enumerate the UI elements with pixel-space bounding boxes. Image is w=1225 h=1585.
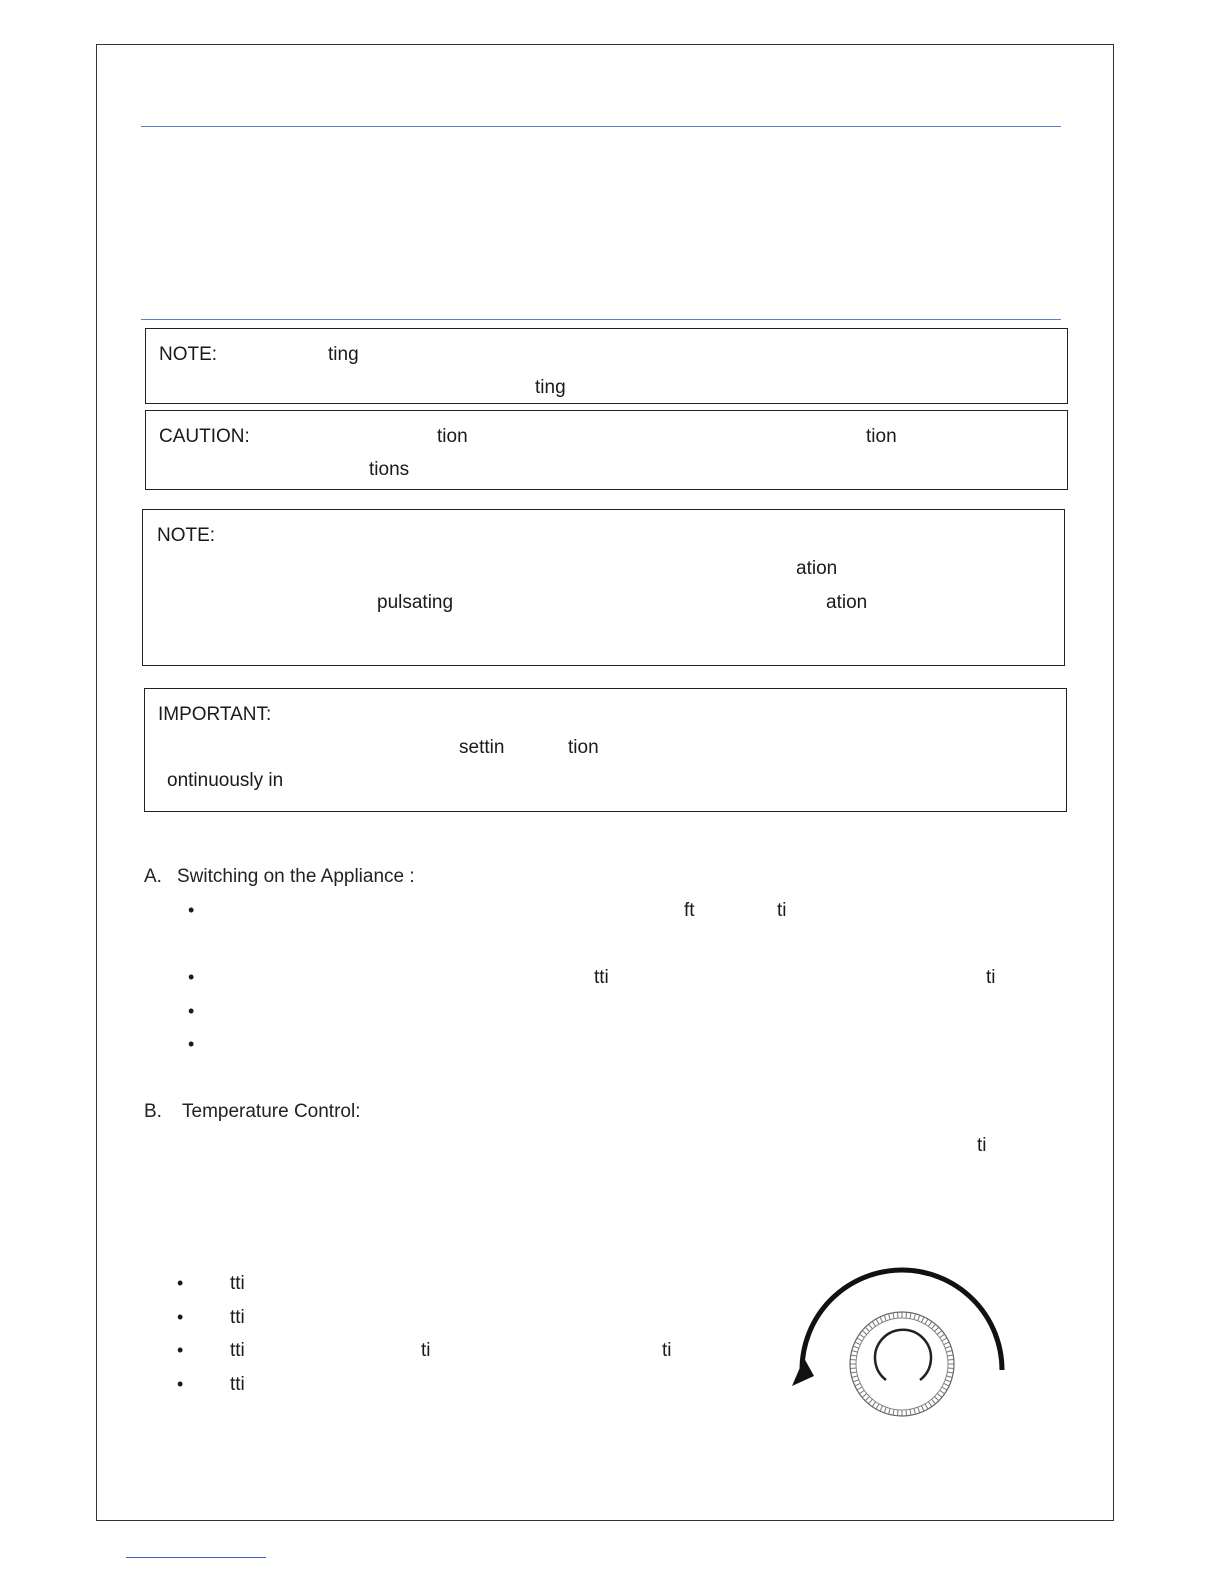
knob-tooth — [932, 1324, 936, 1329]
knob-tooth — [851, 1372, 857, 1373]
knob-tooth — [889, 1408, 891, 1414]
knob-tooth — [869, 1399, 873, 1404]
knob-tooth — [937, 1331, 942, 1335]
bullet-icon: • — [177, 1374, 184, 1394]
knob-tooth — [884, 1407, 886, 1413]
knob-tooth — [872, 1402, 875, 1407]
important-box — [144, 688, 1067, 812]
knob-tooth — [897, 1312, 898, 1318]
important-text: settin — [459, 737, 505, 758]
knob-tooth — [884, 1315, 886, 1321]
knob-tooth — [855, 1383, 860, 1386]
caution-label: CAUTION: — [159, 426, 250, 447]
knob-tooth — [865, 1327, 869, 1331]
knob-tooth — [880, 1406, 883, 1411]
knob-tooth — [940, 1390, 945, 1393]
arrow-head — [792, 1358, 814, 1386]
section-b-list-text: tti — [230, 1340, 245, 1361]
knob-tooth — [948, 1359, 954, 1360]
bullet-icon: • — [177, 1340, 184, 1360]
section-a-letter: A. — [144, 866, 162, 887]
note-1-text: ting — [328, 344, 359, 365]
knob-tooth — [945, 1380, 951, 1382]
knob-tooth — [942, 1387, 947, 1390]
knob-tooth — [925, 1404, 928, 1409]
knob-tooth — [910, 1313, 911, 1319]
section-b-list-text: ti — [662, 1340, 672, 1361]
knob-tooth — [865, 1397, 869, 1401]
header-rule-bottom — [141, 319, 1061, 320]
knob-tooth — [851, 1355, 857, 1356]
knob-tooth — [893, 1409, 894, 1415]
bullet-icon: • — [177, 1273, 184, 1293]
knob-tooth — [921, 1406, 924, 1411]
knob-tooth — [880, 1317, 883, 1322]
counterclockwise-arrow-icon — [802, 1270, 1002, 1370]
knob-tooth — [918, 1407, 920, 1413]
knob-tooth — [876, 1404, 879, 1409]
knob-tooth — [852, 1351, 858, 1353]
note-2-text: ation — [826, 592, 868, 613]
header-rule-top — [141, 126, 1061, 127]
section-b-list-text: tti — [230, 1307, 245, 1328]
knob-tooth — [897, 1410, 898, 1416]
knob-tooth — [946, 1376, 952, 1378]
note-2-text: ation — [796, 558, 838, 579]
caution-box — [145, 410, 1068, 490]
knob-tooth — [893, 1313, 894, 1319]
knob-tooth — [914, 1408, 916, 1414]
important-text: tion — [568, 737, 599, 758]
knob-tooth — [935, 1397, 939, 1401]
knob-tooth — [944, 1342, 949, 1345]
note-2-text: pulsating — [377, 592, 454, 613]
knob-tooth — [857, 1387, 862, 1390]
section-a-text: ft — [684, 900, 695, 921]
knob-tooth — [928, 1402, 931, 1407]
knob-tooth — [918, 1315, 920, 1321]
caution-text: tion — [437, 426, 468, 447]
note-box-1 — [145, 328, 1068, 404]
knob-tooth — [872, 1321, 875, 1326]
knob-tooth — [906, 1312, 907, 1318]
knob-tooth — [855, 1342, 860, 1345]
note-1-text: ting — [535, 377, 566, 398]
knob-tooth — [889, 1314, 891, 1320]
section-b-list-text: tti — [230, 1273, 245, 1294]
knob-tooth — [869, 1324, 873, 1329]
knob-tooth — [850, 1359, 856, 1360]
knob-tooth — [937, 1394, 942, 1398]
knob-tooth — [862, 1394, 867, 1398]
knob-tooth — [942, 1338, 947, 1341]
knob-tooth — [947, 1355, 953, 1356]
knob-tooth — [852, 1376, 858, 1378]
important-label: IMPORTANT: — [158, 704, 272, 725]
bullet-icon: • — [188, 1001, 195, 1021]
bullet-icon: • — [188, 900, 195, 920]
section-b-text: ti — [977, 1135, 987, 1156]
knob-tooth — [935, 1327, 939, 1331]
footer-link-underline — [126, 1557, 266, 1558]
knob-tooth — [946, 1351, 952, 1353]
knob-tooth — [862, 1331, 867, 1335]
knob-tooth — [859, 1390, 864, 1393]
note-1-label: NOTE: — [159, 344, 218, 365]
knob-tooth — [876, 1319, 879, 1324]
section-b-list-text: tti — [230, 1374, 245, 1395]
section-a-text: ti — [777, 900, 787, 921]
bullet-icon: • — [177, 1307, 184, 1327]
knob-tooth — [906, 1410, 907, 1416]
knob-tooth — [853, 1346, 859, 1348]
knob-tooth — [932, 1399, 936, 1404]
knob-tooth — [940, 1334, 945, 1337]
knob-tooth — [948, 1368, 954, 1369]
section-b-list-text: ti — [421, 1340, 431, 1361]
knob-tooth — [859, 1334, 864, 1337]
section-a-text: tti — [594, 967, 609, 988]
section-a-text: ti — [986, 967, 996, 988]
bullet-icon: • — [188, 967, 195, 987]
section-b-letter: B. — [144, 1101, 162, 1122]
important-text: ontinuously in — [167, 770, 284, 791]
knob-tooth — [945, 1346, 951, 1348]
knob-tooth — [914, 1314, 916, 1320]
knob-tooth — [850, 1368, 856, 1369]
knob-tooth — [857, 1338, 862, 1341]
knob-tooth — [910, 1409, 911, 1415]
knob-tooth — [928, 1321, 931, 1326]
bullet-icon: • — [188, 1034, 195, 1054]
note-2-label: NOTE: — [157, 525, 216, 546]
section-a-heading: Switching on the Appliance : — [177, 866, 415, 887]
temperature-dial-icon — [784, 1258, 1014, 1428]
caution-text: tions — [369, 459, 410, 480]
knob-tooth — [925, 1319, 928, 1324]
knob-tooth — [853, 1380, 859, 1382]
note-box-2 — [142, 509, 1065, 666]
knob-tooth — [921, 1317, 924, 1322]
knob-tooth — [944, 1383, 949, 1386]
section-b-heading: Temperature Control: — [182, 1101, 361, 1122]
knob-tooth — [947, 1372, 953, 1373]
caution-text: tion — [866, 426, 897, 447]
